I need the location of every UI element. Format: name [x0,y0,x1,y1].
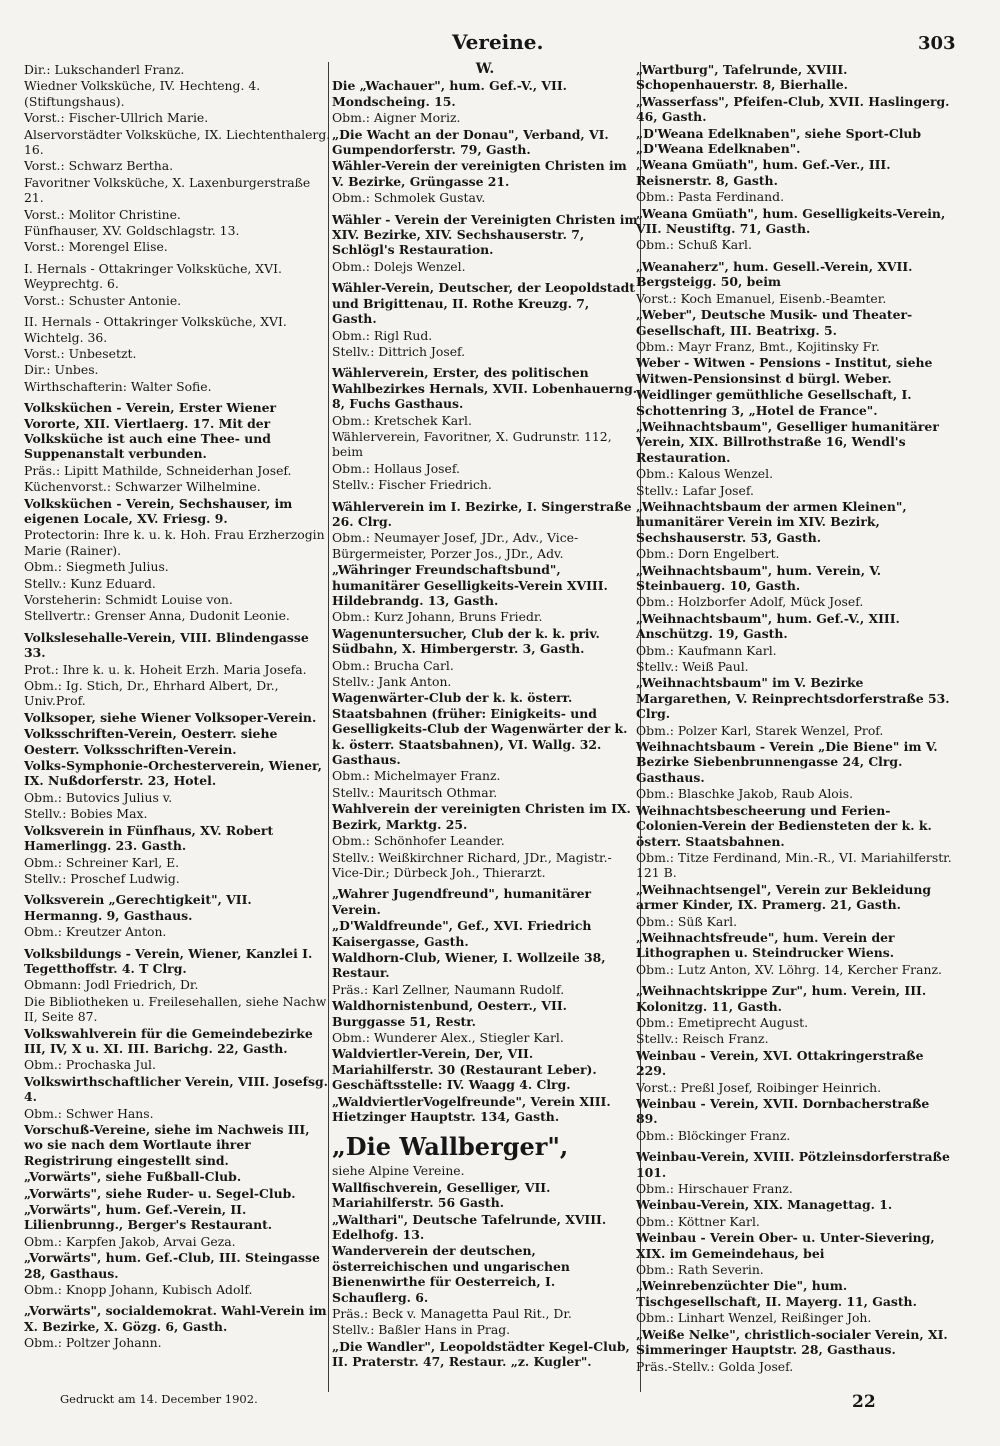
directory-entry: Weinbau - Verein Ober- u. Unter-Sievering, XIX. im Gemeindehaus, bei [636,1230,935,1261]
directory-entry: Obm.: Siegmeth Julius. [24,559,169,575]
directory-entry: Wirthschafterin: Walter Sofie. [24,378,212,394]
directory-entry: „Die Wandler", Leopoldstädter Kegel-Club, II. Praterstr. 47, Restaur. „z. Kugler". [332,1338,630,1370]
directory-entry: Obm.: Linhart Wenzel, Reißinger Joh. [636,1310,872,1326]
directory-entry: Favoritner Volksküche, X. Laxenburgerstraße 21. [24,174,311,206]
directory-entry: I. Hernals - Ottakringer Volksküche, XVI. Weyprechtg. 6. [24,260,282,292]
directory-entry: Obm.: Lutz Anton, XV. Löhrg. 14, Kercher Franz. [636,961,942,977]
directory-entry: „Weanaherz", hum. Gesell.-Verein, XVII. Bergsteigg. 50, beim [636,258,913,290]
directory-entry: Obm.: Poltzer Johann. [24,1335,162,1351]
directory-entry: Präs.: Karl Zellner, Naumann Rudolf. [332,981,565,997]
directory-entry: Waldhorn-Club, Wiener, I. Wollzeile 38, Restaur. [332,949,606,981]
directory-entry: Obm.: Dolejs Wenzel. [332,258,466,274]
directory-entry: Obm.: Schönhofer Leander. [332,833,505,849]
directory-entry: Volksküchen - Verein, Erster Wiener Vororte, XII. Viertlaerg. 17. Mit der Volksküche ist auch eine Thee- und Suppenanstalt verbunden. [24,400,277,462]
directory-entry: Präs.: Beck v. Managetta Paul Rit., Dr. [332,1306,572,1322]
directory-entry: Obm.: Süß Karl. [636,913,738,929]
directory-entry: Wählerverein im I. Bezirke, I. Singerstraße 26. Clrg. [332,498,632,529]
directory-entry: „Weana Gmüath", hum. Gef.-Ver., III. Reisnerstr. 8, Gasth. [636,157,891,188]
directory-entry: siehe Alpine Vereine. [332,1163,465,1179]
directory-entry: Obm.: Holzborfer Adolf, Mück Josef. [636,594,864,610]
directory-entry: „Weihnachtsbaum der armen Kleinen", humanitärer Verein im XIV. Bezirk, Sechshauserstr. 53, Gasth. [636,498,907,545]
directory-entry: Die „Wachauer", hum. Gef.-V., VII. Mondscheing. 15. [332,78,567,109]
directory-entry: Volksbildungs - Verein, Wiener, Kanzlei I. Tegetthoffstr. 4. T Clrg. [24,945,313,976]
directory-entry: Vorst.: Unbesetzt. [24,345,137,361]
directory-entry: Wanderverein der deutschen, österreichischen und ungarischen Bienenwirthe für Oesterreich, I. Schauflerg. 6. [332,1243,570,1305]
headline-entry: „Die Wallberger", [332,1132,569,1162]
directory-entry: Volkslesehalle-Verein, VIII. Blindengasse 33. [24,629,309,661]
directory-entry: Stellv.: Proschef Ludwig. [24,870,180,886]
directory-entry: Stellv.: Kunz Eduard. [24,575,156,591]
directory-entry: Obm.: Wunderer Alex., Stiegler Karl. [332,1029,564,1045]
directory-entry: Die Bibliotheken u. Freilesehallen, siehe Nachw II, Seite 87. [24,993,327,1025]
directory-entry: Obm.: Blöckinger Franz. [636,1127,791,1143]
directory-entry: Präs.: Lipitt Mathilde, Schneiderhan Josef. [24,462,292,478]
directory-entry: Obm.: Emetiprecht August. [636,1014,809,1030]
column-middle [332,62,638,1371]
directory-entry: Stellv.: Bobies Max. [24,806,148,822]
directory-entry: „D'Weana Edelknaben", siehe Sport-Club „D'Weana Edelknaben". [636,125,922,157]
directory-entry: „Wahrer Jugendfreund", humanitärer Verein. [332,886,592,917]
directory-entry: Weinbau - Verein, XVI. Ottakringerstraße 229. [636,1047,924,1079]
directory-entry: „Vorwärts", siehe Fußball-Club. [24,1169,242,1185]
directory-entry: Vorschuß-Vereine, siehe im Nachweis III, wo sie nach dem Wortlaute ihrer Registrirung eingestellt sind. [24,1122,310,1168]
signature-mark: 22 [852,1392,876,1412]
directory-entry: Stellv.: Mauritsch Othmar. [332,784,498,800]
directory-entry: Stellv.: Baßler Hans in Prag. [332,1322,511,1338]
directory-entry: „Weihnachtsbaum" im V. Bezirke Margarethen, V. Reinprechtsdorferstraße 53. Clrg. [636,675,950,722]
directory-entry: Obm.: Polzer Karl, Starek Wenzel, Prof. [636,722,884,738]
directory-entry: „Weihnachtsbaum", Geselliger humanitärer Verein, XIX. Billrothstraße 16, Wendl's Restauration. [636,418,939,465]
directory-entry: Weinbau - Verein, XVII. Dornbacherstraße 89. [636,1096,930,1127]
directory-entry: Obm.: Knopp Johann, Kubisch Adolf. [24,1282,253,1298]
directory-entry: II. Hernals - Ottakringer Volksküche, XVI. Wichtelg. 36. [24,314,287,345]
directory-entry: Dir.: Unbes. [24,362,99,378]
directory-entry: Obm.: Karpfen Jakob, Arvai Geza. [24,1233,236,1249]
directory-entry: Obm.: Blaschke Jakob, Raub Alois. [636,786,854,802]
directory-entry: Wähler-Verein, Deutscher, der Leopoldstadt und Brigittenau, II. Rothe Kreuzg. 7, Gasth. [332,280,636,327]
directory-entry: „Vorwärts", hum. Gef.-Verein, II. Lilienbrunng., Berger's Restaurant. [24,1202,273,1233]
directory-entry: „Vorwärts", socialdemokrat. Wahl-Verein im X. Bezirke, X. Gözg. 6, Gasth. [24,1303,327,1334]
directory-entry: Stellv.: Dittrich Josef. [332,343,466,359]
directory-entry: Obm.: Rath Severin. [636,1262,764,1278]
directory-entry: Dir.: Lukschanderl Franz. [24,62,185,77]
directory-entry: Stellv.: Weiß Paul. [636,659,749,675]
directory-entry: „D'Waldfreunde", Gef., XVI. Friedrich Kaisergasse, Gasth. [332,918,592,949]
page-number: 303 [918,33,956,54]
directory-entry: Obm.: Rigl Rud. [332,327,433,343]
directory-entry: Wagenuntersucher, Club der k. k. priv. Südbahn, X. Himbergerstr. 3, Gasth. [332,625,600,657]
directory-entry: „Vorwärts", siehe Ruder- u. Segel-Club. [24,1185,296,1201]
directory-entry: „Weihnachtskrippe Zur", hum. Verein, III. Kolonitzg. 11, Gasth. [636,983,927,1014]
directory-entry: Obm.: Kaufmann Karl. [636,642,777,658]
print-date: Gedruckt am 14. December 1902. [60,1392,258,1406]
directory-entry: Obm.: Dorn Engelbert. [636,546,780,562]
directory-entry: „Wartburg", Tafelrunde, XVIII. Schopenhauerstr. 8, Bierhalle. [636,62,848,93]
directory-entry: Weber - Witwen - Pensions - Institut, siehe Witwen-Pensionsinst d bürgl. Weber. [636,355,933,386]
directory-entry: Protectorin: Ihre k. u. k. Hoh. Frau Erzherzogin Marie (Rainer). [24,527,325,558]
directory-entry: Wiedner Volksküche, IV. Hechteng. 4. (Stiftungshaus). [24,78,261,109]
directory-entry: Volksverein in Fünfhaus, XV. Robert Hamerlingg. 23. Gasth. [24,822,274,854]
directory-entry: Stellv.: Fischer Friedrich. [332,477,492,493]
directory-entry: Volksoper, siehe Wiener Volksoper-Verein. [24,709,317,725]
directory-entry: Präs.-Stellv.: Golda Josef. [636,1358,794,1374]
directory-entry: Wählerverein, Favoritner, X. Gudrunstr. 112, beim [332,428,612,460]
directory-entry: Obm.: Prochaska Jul. [24,1057,156,1073]
directory-entry: „Weinrebenzüchter Die", hum. Tischgesellschaft, II. Mayerg. 11, Gasth. [636,1278,917,1309]
directory-entry: Obm.: Schuß Karl. [636,237,752,253]
directory-entry: Obm.: Kreutzer Anton. [24,924,167,940]
directory-entry: Volkswirthschaftlicher Verein, VIII. Josefsg. 4. [24,1073,328,1105]
directory-entry: Obm.: Pasta Ferdinand. [636,189,785,205]
directory-entry: Weidlinger gemüthliche Gesellschaft, I. Schottenring 3, „Hotel de France". [636,387,912,418]
directory-entry: Obm.: Brucha Carl. [332,657,454,673]
directory-entry: Obm.: Kretschek Karl. [332,412,472,428]
directory-entry: Obm.: Hirschauer Franz. [636,1181,793,1197]
directory-entry: Obm.: Kurz Johann, Bruns Friedr. [332,609,543,625]
column-left [24,62,332,1352]
directory-entry: Obm.: Schmolek Gustav. [332,190,486,206]
directory-entry: Obm.: Ig. Stich, Dr., Ehrhard Albert, Dr., Univ.Prof. [24,678,279,709]
directory-entry: Vorst.: Schwarz Bertha. [24,158,174,174]
directory-entry: Obmann: Jodl Friedrich, Dr. [24,977,199,993]
directory-entry: Obm.: Schreiner Karl, E. [24,854,180,870]
directory-entry: Wallfischverein, Geselliger, VII. Mariahilferstr. 56 Gasth. [332,1179,551,1211]
directory-entry: Fünfhauser, XV. Goldschlagstr. 13. [24,223,240,239]
directory-entry: Obm.: Aigner Moriz. [332,110,461,126]
directory-entry: Stellv.: Reisch Franz. [636,1031,769,1047]
directory-entry: Wähler - Verein der Vereinigten Christen im XIV. Bezirke, XIV. Sechshauserstr. 7, Schlögl's Restauration. [332,211,638,258]
directory-entry: Weinbau-Verein, XVIII. Pötzleinsdorferstraße 101. [636,1149,950,1180]
directory-entry: Volks-Symphonie-Orchesterverein, Wiener, IX. Nußdorferstr. 23, Hotel. [24,758,322,789]
directory-entry: „Weiße Nelke", christlich-socialer Verein, XI. Simmeringer Hauptstr. 28, Gasthaus. [636,1326,948,1358]
column-right [636,62,952,1375]
directory-entry: Obm.: Kalous Wenzel. [636,466,774,482]
section-letter: W. [475,61,495,77]
page-title: Vereine. [452,30,544,54]
directory-entry: Obm.: Neumayer Josef, JDr., Adv., Vice-Bürgermeister, Porzer Jos., JDr., Adv. [332,530,579,561]
directory-entry: „Walthari", Deutsche Tafelrunde, XVIII. Edelhofg. 13. [332,1211,607,1243]
directory-entry: „Weihnachtsbaum", hum. Verein, V. Steinbauerg. 10, Gasth. [636,562,882,593]
directory-entry: Vorst.: Koch Emanuel, Eisenb.-Beamter. [636,290,887,306]
directory-entry: „Weana Gmüath", hum. Geselligkeits-Verein, VII. Neustiftg. 71, Gasth. [636,205,946,237]
directory-entry: Stellv.: Jank Anton. [332,674,452,690]
directory-entry: Volksverein „Gerechtigkeit", VII. Hermanng. 9, Gasthaus. [24,892,252,923]
directory-entry: Vorsteherin: Schmidt Louise von. [24,592,233,607]
directory-entry: Vorst.: Morengel Elise. [24,239,168,255]
directory-entry: Weihnachtsbescheerung und Ferien-Colonien-Verein der Bediensteten der k. k. österr. Staatsbahnen. [636,802,932,849]
directory-entry: Vorst.: Molitor Christine. [24,206,181,222]
directory-entry: Vorst.: Preßl Josef, Roibinger Heinrich. [636,1079,882,1095]
directory-entry: „Weihnachtsengel", Verein zur Bekleidung armer Kinder, IX. Pramerg. 21, Gasth. [636,881,932,913]
directory-entry: Stellvertr.: Grenser Anna, Dudonit Leonie. [24,608,290,624]
directory-entry: „Weber", Deutsche Musik- und Theater-Gesellschaft, III. Beatrixg. 5. [636,307,913,338]
directory-entry: Vorst.: Schuster Antonie. [24,292,182,308]
directory-entry: „Vorwärts", hum. Gef.-Club, III. Steingasse 28, Gasthaus. [24,1250,320,1281]
directory-entry: „Währinger Freundschaftsbund", humanitärer Geselligkeits-Verein XVIII. Hildebrandg. 13, Gasth. [332,562,608,608]
directory-entry: Obm.: Köttner Karl. [636,1213,760,1229]
directory-entry: Küchenvorst.: Schwarzer Wilhelmine. [24,479,261,495]
directory-entry: Waldviertler-Verein, Der, VII. Mariahilferstr. 30 (Restaurant Leber). Geschäftsstelle: IV. Waagg 4. Clrg. [332,1046,597,1093]
directory-entry: Weinbau-Verein, XIX. Managettag. 1. [636,1197,893,1213]
directory-entry: Stellv.: Weißkirchner Richard, JDr., Magistr.-Vice-Dir.; Dürbeck Joh., Thierarzt. [332,849,612,880]
directory-entry: Volkswahlverein für die Gemeindebezirke III, IV, X u. XI. III. Barichg. 22, Gasth. [24,1025,313,1056]
directory-entry: „Weihnachtsbaum", hum. Gef.-V., XIII. Anschützg. 19, Gasth. [636,610,900,642]
directory-entry: „Weihnachtsfreude", hum. Verein der Lithographen u. Steindrucker Wiens. [636,929,895,961]
directory-entry: Wahlverein der vereinigten Christen im IX. Bezirk, Marktg. 25. [332,801,631,832]
directory-entry: Waldhornistenbund, Oesterr., VII. Burggasse 51, Restr. [332,998,567,1029]
directory-entry: Prot.: Ihre k. u. k. Hoheit Erzh. Maria Josefa. [24,661,307,677]
directory-entry: Wagenwärter-Club der k. k. österr. Staatsbahnen (früher: Einigkeits- und Geselligkeits-Club der Wagenwärter der k. k. österr. Staatsbahnen), VI. Wallg. 32. Gasthaus. [332,690,628,768]
directory-entry: Stellv.: Lafar Josef. [636,482,754,498]
directory-entry: Wähler-Verein der vereinigten Christen im V. Bezirke, Grüngasse 21. [332,158,627,189]
directory-entry: Alservorstädter Volksküche, IX. Liechtenthalerg. 16. [24,126,331,158]
directory-entry: Obm.: Butovics Julius v. [24,789,173,805]
directory-entry: Obm.: Hollaus Josef. [332,460,460,476]
directory-entry: Obm.: Michelmayer Franz. [332,768,501,784]
directory-entry: Obm.: Titze Ferdinand, Min.-R., VI. Mariahilferstr. 121 B. [636,849,952,881]
directory-entry: Wählerverein, Erster, des politischen Wahlbezirkes Hernals, XVII. Lobenhauerng. 8, Fuchs Gasthaus. [332,365,638,412]
directory-entry: „WaldviertlerVogelfreunde", Verein XIII. Hietzinger Hauptstr. 134, Gasth. [332,1093,611,1124]
directory-entry: Obm.: Schwer Hans. [24,1105,154,1121]
directory-entry: Obm.: Mayr Franz, Bmt., Kojitinsky Fr. [636,338,880,354]
directory-entry: „Wasserfass", Pfeifen-Club, XVII. Haslingerg. 46, Gasth. [636,93,950,125]
directory-entry: Vorst.: Fischer-Ullrich Marie. [24,110,209,126]
directory-entry: Volksküchen - Verein, Sechshauser, im eigenen Locale, XV. Friesg. 9. [24,495,293,526]
directory-entry: Volksschriften-Verein, Oesterr. siehe Oesterr. Volksschriften-Verein. [24,726,278,757]
directory-entry: Weihnachtsbaum - Verein „Die Biene" im V. Bezirke Siebenbrunnengasse 24, Clrg. Gasthaus. [636,739,938,785]
directory-entry: „Die Wacht an der Donau", Verband, VI. Gumpendorferstr. 79, Gasth. [332,126,609,158]
